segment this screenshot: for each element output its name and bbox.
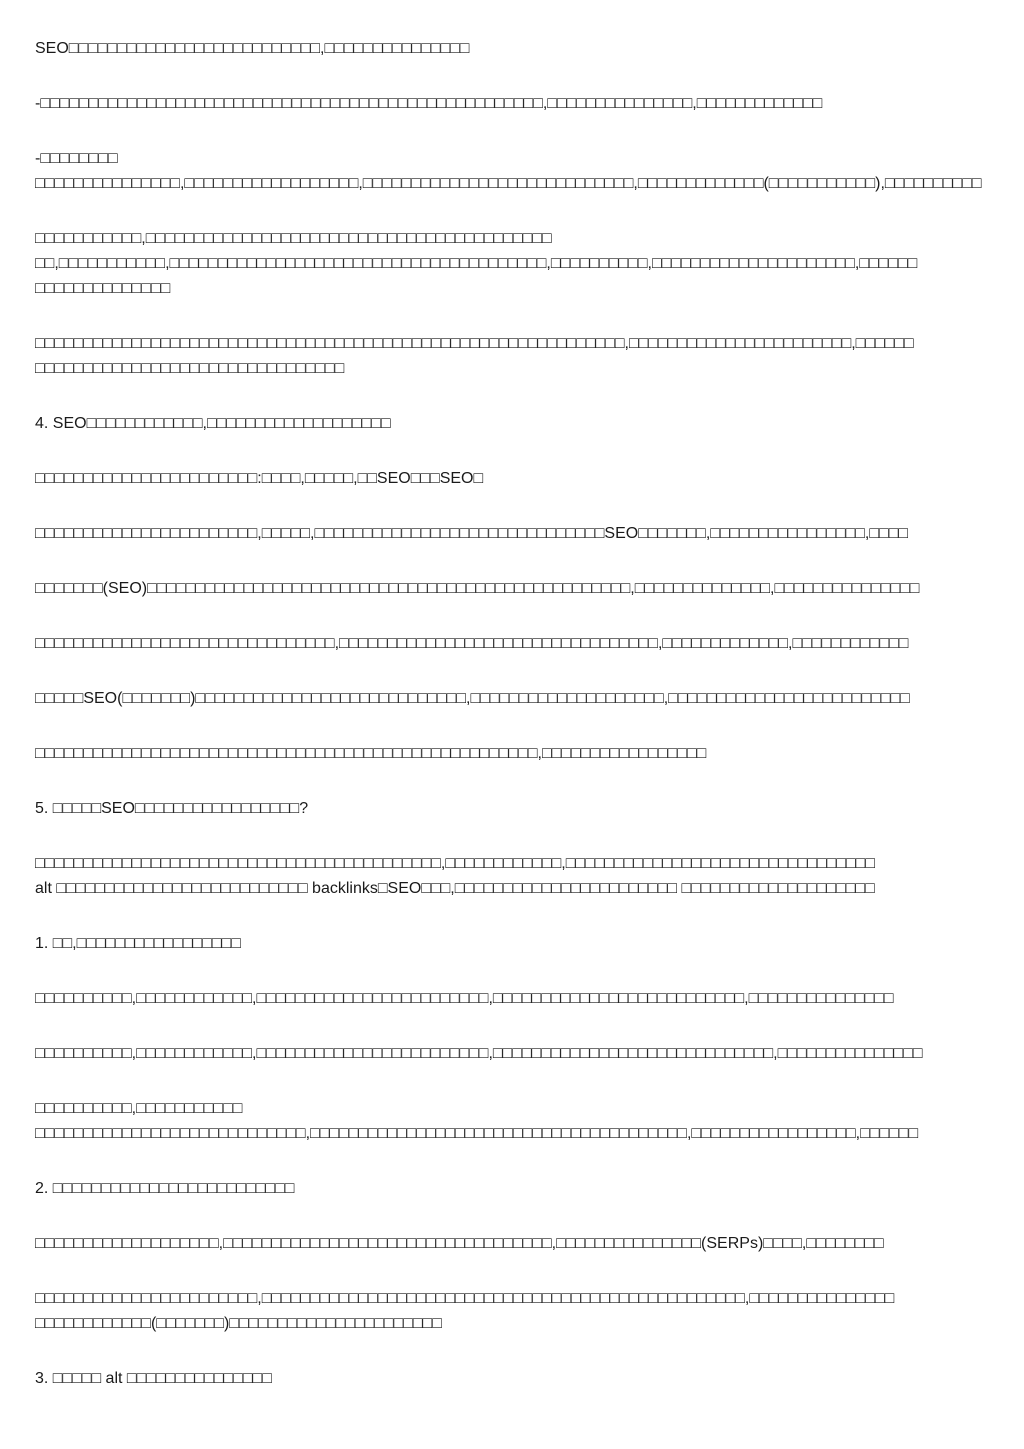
paragraph bbox=[35, 686, 990, 711]
text-line: □□□□□□□(SEO)□□□□□□□□□□□□□□□□□□□□□□□□□□□□□□□□□□□□□□□□□□□□□□□□□□,□□□□□□□□□□□□□□,□□□□□□□□□□□□□□□ bbox=[35, 580, 920, 597]
text-line: □□□□□□□□□□□□□□□□□□□□□□□□□□□□,□□□□□□□□□□□□□□□□□□□□□□□□□□□□□□□□□□□□□□□,□□□□□□□□□□□□□□□□□,□□□□□□ bbox=[35, 1125, 919, 1142]
text-line: □□□□□□□□□□,□□□□□□□□□□□□,□□□□□□□□□□□□□□□□□□□□□□□□,□□□□□□□□□□□□□□□□□□□□□□□□□□□□□,□□□□□□□□□□□□□□□ bbox=[35, 1045, 923, 1062]
section-heading-text: 3. □□□□□ alt □□□□□□□□□□□□□□□ bbox=[35, 1370, 272, 1387]
paragraph bbox=[35, 986, 990, 1011]
paragraph bbox=[35, 1096, 990, 1146]
text-line: □□□□□□□□□□□□□□□□□□□□□□□□□□□□□□□□ bbox=[35, 360, 345, 377]
section-heading-text: 5. □□□□□SEO□□□□□□□□□□□□□□□□□? bbox=[35, 800, 309, 817]
text-line: □□□□□□□□□□□□□□□□□□□□□□□□□□□□□□□□□□□□□□□□□□,□□□□□□□□□□□□,□□□□□□□□□□□□□□□□□□□□□□□□□□□□□□□□ bbox=[35, 855, 875, 872]
paragraph bbox=[35, 1231, 990, 1256]
section-heading bbox=[35, 1366, 990, 1391]
text-line: □□,□□□□□□□□□□□,□□□□□□□□□□□□□□□□□□□□□□□□□□□□□□□□□□□□□□□,□□□□□□□□□□,□□□□□□□□□□□□□□□□□□□□□,□□□□□□ bbox=[35, 255, 918, 272]
paragraph bbox=[35, 91, 990, 116]
section-heading bbox=[35, 411, 990, 436]
text-line: □□□□□□□□□□□□□□□□□□□,□□□□□□□□□□□□□□□□□□□□□□□□□□□□□□□□□□,□□□□□□□□□□□□□□□(SERPs)□□□□,□□□□□□□□ bbox=[35, 1235, 884, 1252]
paragraph bbox=[35, 146, 990, 196]
section-heading-text: 1. □□,□□□□□□□□□□□□□□□□□ bbox=[35, 935, 241, 952]
section-heading bbox=[35, 931, 990, 956]
text-line: □□□□□□□□□□□□□□□□□□□□□□□□□□□□□□□,□□□□□□□□□□□□□□□□□□□□□□□□□□□□□□□□□,□□□□□□□□□□□□□,□□□□□□□□□□□□ bbox=[35, 635, 909, 652]
section-heading-text: 2. □□□□□□□□□□□□□□□□□□□□□□□□□ bbox=[35, 1180, 295, 1197]
text-line: □□□□□□□□□□□□□□□□□□□□□□□□□□□□□□□□□□□□□□□□□□□□□□□□□□□□,□□□□□□□□□□□□□□□□□ bbox=[35, 745, 707, 762]
section-heading bbox=[35, 796, 990, 821]
text-line: □□□□□□□□□□□□□□□□□□□□□□□,□□□□□,□□□□□□□□□□□□□□□□□□□□□□□□□□□□□□SEO□□□□□□□,□□□□□□□□□□□□□□□□,□□□□ bbox=[35, 525, 909, 542]
text-line: □□□□□□□□□□□,□□□□□□□□□□□□□□□□□□□□□□□□□□□□□□□□□□□□□□□□□□ bbox=[35, 230, 552, 247]
text-line: □□□□□□□□□□□□□□□,□□□□□□□□□□□□□□□□□□,□□□□□□□□□□□□□□□□□□□□□□□□□□□□,□□□□□□□□□□□□□(□□□□□□□□□□□),□□□□□□□□□□ bbox=[35, 175, 982, 192]
text-line: □□□□□□□□□□,□□□□□□□□□□□□,□□□□□□□□□□□□□□□□□□□□□□□□,□□□□□□□□□□□□□□□□□□□□□□□□□□,□□□□□□□□□□□□□□□ bbox=[35, 990, 894, 1007]
text-line: □□□□□SEO(□□□□□□□)□□□□□□□□□□□□□□□□□□□□□□□□□□□□,□□□□□□□□□□□□□□□□□□□□,□□□□□□□□□□□□□□□□□□□□□□□□□ bbox=[35, 690, 910, 707]
text-line: SEO□□□□□□□□□□□□□□□□□□□□□□□□□□,□□□□□□□□□□□□□□□ bbox=[35, 40, 470, 57]
paragraph bbox=[35, 851, 990, 901]
paragraph bbox=[35, 1041, 990, 1066]
text-line: -□□□□□□□□ bbox=[35, 150, 118, 167]
paragraph bbox=[35, 576, 990, 601]
paragraph bbox=[35, 741, 990, 766]
section-heading bbox=[35, 1176, 990, 1201]
text-line: -□□□□□□□□□□□□□□□□□□□□□□□□□□□□□□□□□□□□□□□□□□□□□□□□□□□□,□□□□□□□□□□□□□□□,□□□□□□□□□□□□□ bbox=[35, 95, 823, 112]
text-line: □□□□□□□□□□□□□□□□□□□□□□□□□□□□□□□□□□□□□□□□□□□□□□□□□□□□□□□□□□□□□,□□□□□□□□□□□□□□□□□□□□□□□,□□□□□□ bbox=[35, 335, 914, 352]
document-body bbox=[35, 36, 990, 1421]
paragraph bbox=[35, 521, 990, 546]
paragraph bbox=[35, 466, 990, 491]
text-line: □□□□□□□□□□□□□□□□□□□□□□□:□□□□,□□□□□,□□SEO□□□SEO□ bbox=[35, 470, 484, 487]
paragraph bbox=[35, 226, 990, 301]
paragraph bbox=[35, 1286, 990, 1336]
text-line: □□□□□□□□□□□□□□□□□□□□□□□,□□□□□□□□□□□□□□□□□□□□□□□□□□□□□□□□□□□□□□□□□□□□□□□□□□,□□□□□□□□□□□□□□□ bbox=[35, 1290, 895, 1307]
paragraph bbox=[35, 331, 990, 381]
text-line: alt □□□□□□□□□□□□□□□□□□□□□□□□□□ backlinks□SEO□□□,□□□□□□□□□□□□□□□□□□□□□□□ □□□□□□□□□□□□□□□□□□□□ bbox=[35, 880, 875, 897]
paragraph bbox=[35, 36, 990, 61]
section-heading-text: 4. SEO□□□□□□□□□□□□,□□□□□□□□□□□□□□□□□□□ bbox=[35, 415, 391, 432]
text-line: □□□□□□□□□□□□□□ bbox=[35, 280, 171, 297]
paragraph bbox=[35, 631, 990, 656]
text-line: □□□□□□□□□□□□(□□□□□□□)□□□□□□□□□□□□□□□□□□□□□□ bbox=[35, 1315, 442, 1332]
text-line: □□□□□□□□□□,□□□□□□□□□□□ bbox=[35, 1100, 243, 1117]
